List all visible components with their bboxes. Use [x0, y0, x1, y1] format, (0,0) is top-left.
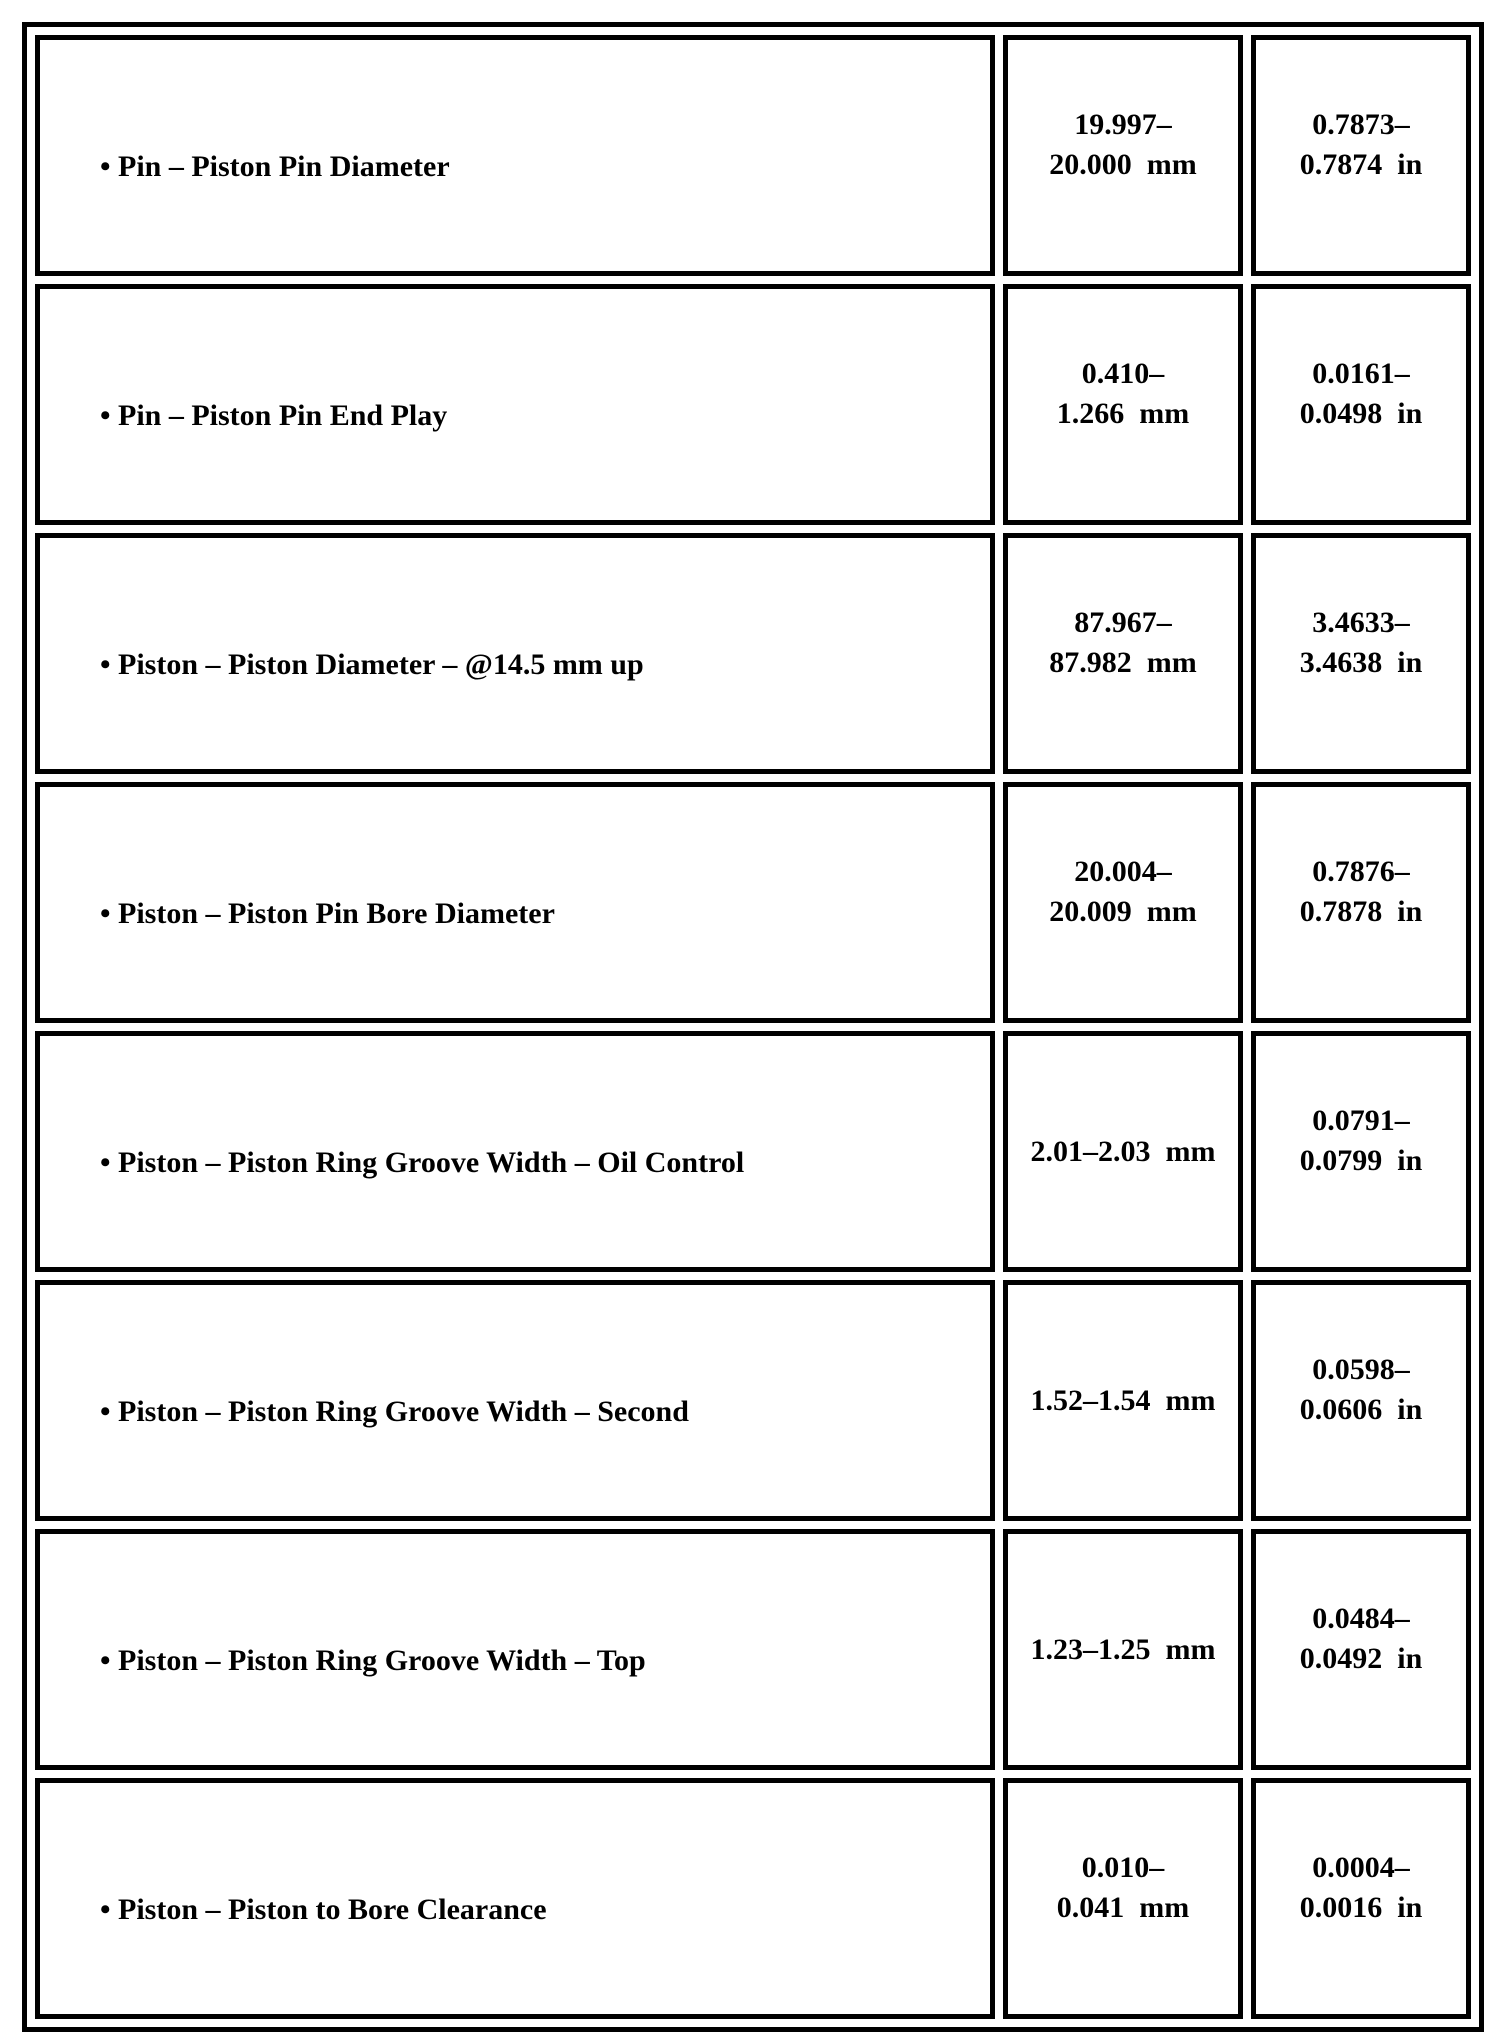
imperial-cell: [1251, 782, 1471, 1023]
metric-value-line: 0.010–: [1081, 1850, 1165, 1884]
metric-value-line: 20.004–: [1074, 854, 1172, 888]
imperial-value-line: 0.7878 in: [1299, 894, 1423, 928]
imperial-value-line: 0.0791–: [1312, 1103, 1410, 1137]
metric-cell: [1003, 35, 1243, 276]
description-text: • Piston – Piston Ring Groove Width – Second: [100, 1394, 689, 1428]
imperial-value-line: 0.0492 in: [1299, 1641, 1423, 1675]
table-row: [35, 35, 1471, 276]
metric-cell: [1003, 284, 1243, 525]
metric-cell: [1003, 1031, 1243, 1272]
imperial-cell: [1251, 1280, 1471, 1521]
description-text: • Piston – Piston Ring Groove Width – Top: [100, 1643, 646, 1677]
description-cell: [35, 1280, 995, 1521]
description-cell: [35, 533, 995, 774]
imperial-value-line: 0.0004–: [1312, 1850, 1410, 1884]
imperial-cell: [1251, 1778, 1471, 2019]
table-row: [35, 284, 1471, 525]
imperial-cell: [1251, 35, 1471, 276]
imperial-cell: [1251, 533, 1471, 774]
table-row: [35, 1529, 1471, 1770]
description-text: • Piston – Piston Pin Bore Diameter: [100, 896, 555, 930]
imperial-value-line: 0.7873–: [1312, 107, 1410, 141]
table-row: [35, 782, 1471, 1023]
description-cell: [35, 284, 995, 525]
imperial-value-line: 0.0606 in: [1299, 1392, 1423, 1426]
specification-table: [22, 22, 1484, 2032]
metric-value-line: 1.52–1.54 mm: [1030, 1383, 1216, 1417]
description-text: • Pin – Piston Pin End Play: [100, 398, 448, 432]
description-text: • Piston – Piston to Bore Clearance: [100, 1892, 547, 1926]
imperial-value-line: 0.0799 in: [1299, 1143, 1423, 1177]
metric-value-line: 0.041 mm: [1056, 1890, 1190, 1924]
metric-value-line: 1.23–1.25 mm: [1030, 1632, 1216, 1666]
description-cell: [35, 1031, 995, 1272]
imperial-value-line: 0.0161–: [1312, 356, 1410, 390]
imperial-value-line: 0.7874 in: [1299, 147, 1423, 181]
metric-value-line: 20.009 mm: [1049, 894, 1197, 928]
imperial-value-line: 0.0598–: [1312, 1352, 1410, 1386]
description-cell: [35, 782, 995, 1023]
metric-value-line: 87.982 mm: [1049, 645, 1197, 679]
imperial-value-line: 0.0484–: [1312, 1601, 1410, 1635]
table-row: [35, 1031, 1471, 1272]
imperial-value-line: 3.4633–: [1312, 605, 1410, 639]
table-row: [35, 533, 1471, 774]
imperial-cell: [1251, 1529, 1471, 1770]
metric-cell: [1003, 1778, 1243, 2019]
metric-value-line: 0.410–: [1081, 356, 1165, 390]
description-cell: [35, 1778, 995, 2019]
description-text: • Pin – Piston Pin Diameter: [100, 149, 450, 183]
imperial-value-line: 0.7876–: [1312, 854, 1410, 888]
metric-value-line: 20.000 mm: [1049, 147, 1197, 181]
description-cell: [35, 35, 995, 276]
imperial-cell: [1251, 284, 1471, 525]
imperial-value-line: 0.0498 in: [1299, 396, 1423, 430]
metric-cell: [1003, 782, 1243, 1023]
specification-table-body: [35, 35, 1471, 2019]
imperial-cell: [1251, 1031, 1471, 1272]
imperial-value-line: 3.4638 in: [1299, 645, 1423, 679]
description-text: • Piston – Piston Diameter – @14.5 mm up: [100, 647, 644, 681]
description-cell: [35, 1529, 995, 1770]
metric-value-line: 19.997–: [1074, 107, 1172, 141]
metric-value-line: 87.967–: [1074, 605, 1172, 639]
imperial-value-line: 0.0016 in: [1299, 1890, 1423, 1924]
table-row: [35, 1778, 1471, 2019]
metric-value-line: 1.266 mm: [1056, 396, 1190, 430]
metric-cell: [1003, 1280, 1243, 1521]
metric-cell: [1003, 1529, 1243, 1770]
metric-value-line: 2.01–2.03 mm: [1030, 1134, 1216, 1168]
metric-cell: [1003, 533, 1243, 774]
description-text: • Piston – Piston Ring Groove Width – Oil Control: [100, 1145, 745, 1179]
table-row: [35, 1280, 1471, 1521]
